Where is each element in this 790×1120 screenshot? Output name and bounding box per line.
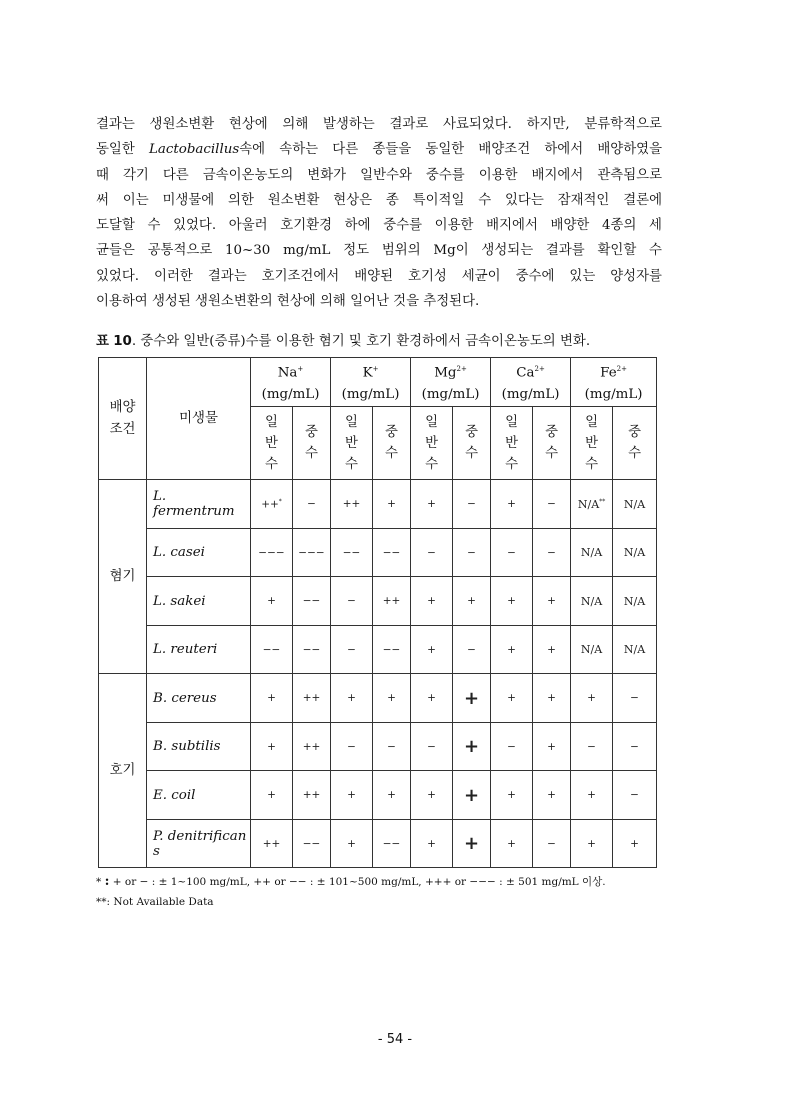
page-number: - 54 - (377, 1032, 413, 1047)
value-cell: ++ (293, 771, 331, 820)
value-cell: N/A (613, 480, 657, 529)
value-cell: + (251, 722, 293, 771)
value-cell: + (453, 722, 491, 771)
ion-charge: 2+ (456, 365, 467, 373)
value-cell: + (251, 577, 293, 626)
value-cell: + (571, 819, 613, 868)
value-cell: + (411, 674, 453, 723)
value-cell: ++ (251, 819, 293, 868)
value-cell: + (373, 771, 411, 820)
paragraph-line: 때 각기 다른 금속이온농도의 변화가 일반수와 중수를 이용한 배지에서 관측됨으로 (96, 167, 662, 183)
value-cell: + (453, 771, 491, 820)
value-cell: − (533, 819, 571, 868)
value-cell: + (533, 674, 571, 723)
table-row (99, 577, 657, 626)
value-cell: − (613, 722, 657, 771)
value-cell: + (571, 771, 613, 820)
value-cell: + (491, 577, 533, 626)
footnote-na: **: Not Available Data (96, 896, 214, 908)
value-cell: − (453, 480, 491, 529)
value-cell: − (533, 480, 571, 529)
value-cell: − (491, 722, 533, 771)
value-cell: + (491, 480, 533, 529)
organism-cell: B. subtilis (147, 722, 251, 771)
value-cell: + (373, 674, 411, 723)
paragraph-line: 결과는 생원소변환 현상에 의해 발생하는 결과로 사료되었다. 하지만, 분류학적으로 (96, 117, 662, 132)
table-row (99, 674, 657, 723)
table-row (99, 480, 657, 529)
table-row (99, 771, 657, 820)
table-caption (96, 330, 662, 349)
value-cell: ++ (373, 577, 411, 626)
caption-text: . 중수와 일반(증류)수를 이용한 혐기 및 호기 환경하에서 금속이온농도의 변화. (131, 334, 591, 349)
value-cell: − (491, 528, 533, 577)
value-cell: + (533, 771, 571, 820)
footnote-legend (96, 874, 606, 889)
paragraph-line: 동일한 Lactobacillus속에 속하는 다른 종들을 동일한 배양조건 하에서 배양하였을 (96, 142, 663, 158)
ion-charge: + (372, 365, 379, 373)
table-row (99, 819, 657, 868)
footnote-legend-text: + or − : ± 1~100 mg/mL, ++ or −− : ± 101~500 mg/mL, +++ or −−− : ± 501 mg/mL 이상. (112, 876, 606, 888)
value-cell: + (411, 480, 453, 529)
value-cell: −− (293, 625, 331, 674)
value-cell: + (491, 674, 533, 723)
value-cell: N/A (613, 528, 657, 577)
header-heavy-water: 중 수 (293, 407, 331, 480)
table-row (99, 722, 657, 771)
header-ion: K+ (mg/mL) (331, 358, 411, 407)
value-cell: + (453, 674, 491, 723)
value-cell: −− (373, 625, 411, 674)
value-cell: ++* (251, 480, 293, 529)
ion-charge: 2+ (616, 365, 627, 373)
value-cell: − (331, 577, 373, 626)
value-cell: −− (373, 528, 411, 577)
value-cell: + (533, 577, 571, 626)
value-cell: N/A** (571, 480, 613, 529)
value-cell: + (533, 625, 571, 674)
metal-ion-table (98, 357, 657, 868)
header-row-ions (99, 358, 657, 407)
value-cell: −− (251, 625, 293, 674)
value-cell: + (533, 722, 571, 771)
footnote-bullet: : (104, 874, 110, 889)
value-cell: − (293, 480, 331, 529)
value-cell: + (331, 771, 373, 820)
paragraph-line: 균들은 공통적으로 10~30 mg/mL 정도 범위의 Mg이 생성되는 결과를 확인할 수 (96, 243, 662, 259)
paragraph-line: 도달할 수 있었다. 아울러 호기환경 하에 중수를 이용한 배지에서 배양한 4종의 세 (96, 218, 662, 234)
value-cell: − (571, 722, 613, 771)
value-cell: ++ (293, 674, 331, 723)
value-cell: −− (293, 819, 331, 868)
value-cell: + (453, 577, 491, 626)
organism-cell: B. cereus (147, 674, 251, 723)
value-cell: N/A (571, 528, 613, 577)
value-cell: N/A (571, 577, 613, 626)
value-cell: + (491, 819, 533, 868)
header-organism: 미생물 (147, 358, 251, 480)
value-cell: N/A (613, 625, 657, 674)
header-general-water: 일 반 수 (571, 407, 613, 480)
table-row (99, 528, 657, 577)
organism-cell: E. coil (147, 771, 251, 820)
header-general-water: 일 반 수 (331, 407, 373, 480)
value-cell: + (331, 819, 373, 868)
value-cell: −− (293, 577, 331, 626)
value-cell: + (491, 771, 533, 820)
value-cell: + (411, 625, 453, 674)
value-cell: −−− (251, 528, 293, 577)
table-row (99, 625, 657, 674)
ion-charge: + (297, 365, 304, 373)
organism-cell: L. fermentrum (147, 480, 251, 529)
value-cell: + (491, 625, 533, 674)
value-cell: − (453, 528, 491, 577)
value-cell: − (331, 625, 373, 674)
organism-cell: P. denitrifican s (147, 819, 251, 868)
organism-cell: L. sakei (147, 577, 251, 626)
footnote-ref: * (278, 497, 282, 505)
value-cell: + (613, 819, 657, 868)
condition-cell: 호기 (99, 674, 147, 868)
value-cell: −−− (293, 528, 331, 577)
value-cell: + (251, 674, 293, 723)
value-cell: − (533, 528, 571, 577)
header-heavy-water: 중 수 (613, 407, 657, 480)
body-paragraph (96, 112, 662, 314)
header-ion: $Ca^{2+}$ (mg/mL) (491, 358, 571, 407)
value-cell: + (571, 674, 613, 723)
value-cell: + (411, 771, 453, 820)
value-cell: − (613, 674, 657, 723)
organism-cell: L. reuteri (147, 625, 251, 674)
value-cell: N/A (571, 625, 613, 674)
header-general-water: 일 반 수 (411, 407, 453, 480)
value-cell: ++ (331, 480, 373, 529)
header-general-water: 일 반 수 (251, 407, 293, 480)
genus-name: Lactobacillus (149, 142, 240, 158)
header-heavy-water: 중 수 (453, 407, 491, 480)
value-cell: − (373, 722, 411, 771)
condition-cell: 혐기 (99, 480, 147, 674)
value-cell: − (613, 771, 657, 820)
paragraph-line: 이용하여 생성된 생원소변환의 현상에 의해 일어난 것을 추정된다. (96, 294, 480, 310)
value-cell: + (411, 577, 453, 626)
value-cell: − (331, 722, 373, 771)
footnote-mark: * (96, 876, 102, 888)
ion-charge: 2+ (534, 365, 545, 373)
value-cell: − (453, 625, 491, 674)
value-cell: + (453, 819, 491, 868)
caption-prefix: 표 (96, 334, 109, 349)
header-ion: $Mg^{2+}$ (mg/mL) (411, 358, 491, 407)
header-ion: Na+ (mg/mL) (251, 358, 331, 407)
header-heavy-water: 중 수 (373, 407, 411, 480)
organism-cell: L. casei (147, 528, 251, 577)
value-cell: ++ (293, 722, 331, 771)
value-cell: + (373, 480, 411, 529)
header-condition: 배양 조건 (99, 358, 147, 480)
footnote-ref: ** (599, 498, 606, 506)
header-heavy-water: 중 수 (533, 407, 571, 480)
value-cell: + (251, 771, 293, 820)
value-cell: + (331, 674, 373, 723)
paragraph-line: 써 이는 미생물에 의한 원소변환 현상은 종 특이적일 수 있다는 잠재적인 결론에 (96, 192, 662, 208)
value-cell: − (411, 722, 453, 771)
value-cell: N/A (613, 577, 657, 626)
value-cell: −− (331, 528, 373, 577)
value-cell: − (411, 528, 453, 577)
caption-number: 10 (113, 334, 132, 349)
header-general-water: 일 반 수 (491, 407, 533, 480)
header-ion: $Fe^{2+}$ (mg/mL) (571, 358, 657, 407)
value-cell: + (411, 819, 453, 868)
paragraph-line: 있었다. 이러한 결과는 호기조건에서 배양된 호기성 세균이 중수에 있는 양성자를 (96, 268, 662, 284)
value-cell: −− (373, 819, 411, 868)
